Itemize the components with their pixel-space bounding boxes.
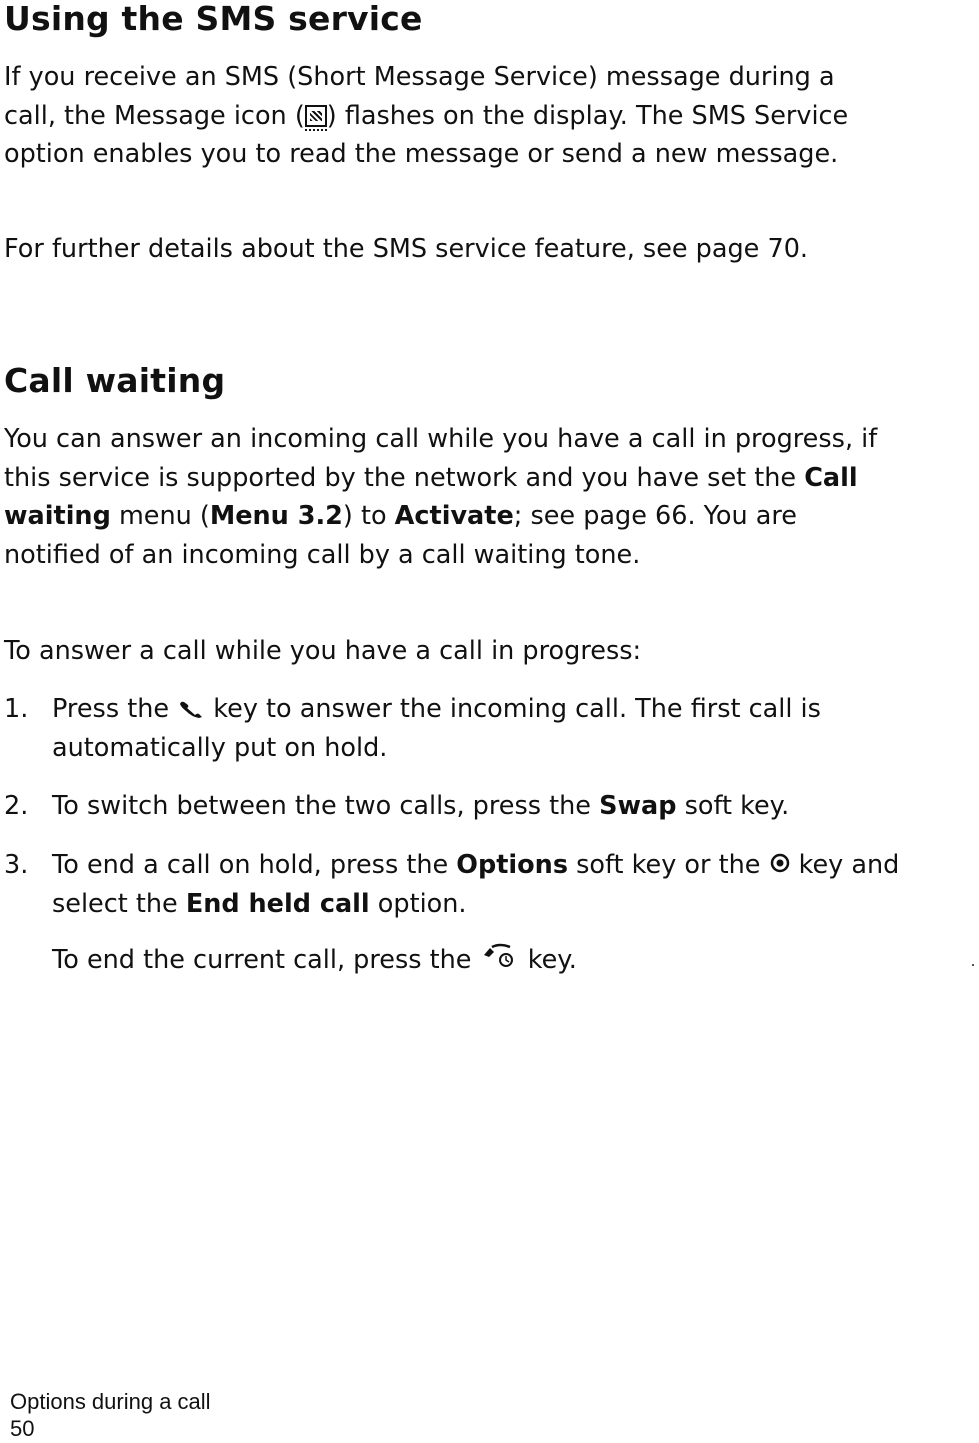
step-number: 3. [4, 850, 29, 880]
note-text-b: key. [519, 945, 577, 975]
list-item-step-1 [4, 690, 904, 768]
sms-p1-text-b: ) flashes on the display. The SMS Service option enables you to read the message or send a new message. [4, 100, 849, 169]
step-2-text-a: To switch between the two calls, press the [52, 791, 600, 821]
note-text-a: To end the current call, press the [52, 945, 480, 975]
cw-p1-bold-menu: Menu 3.2 [209, 501, 343, 531]
step-3-bold-options: Options [456, 850, 569, 880]
step-3-text-d: option. [369, 889, 467, 920]
cw-p1-text-d: ) to [342, 501, 395, 531]
footer-section-label: Options during a call [10, 1389, 211, 1414]
step-1-text-a: Press the [52, 694, 178, 724]
cw-p1-text-e: ; see page 66. You are notified of an incoming call by a call waiting tone. [4, 501, 797, 570]
call-waiting-paragraph-2: To answer a call while you have a call in progress: [4, 636, 642, 666]
note-text [52, 941, 904, 980]
sms-p1-text-a: If you receive an SMS (Short Message Service) message during a call, the Message icon ( [4, 62, 835, 131]
step-number: 2. [4, 791, 29, 821]
list-item-step-2 [4, 787, 904, 826]
cw-p1-text-c: menu ( [110, 501, 210, 531]
step-2-text-b: soft key. [676, 791, 790, 821]
step-number: 1. [4, 694, 29, 724]
end-key-icon [480, 942, 520, 981]
step-1-text-b: key to answer the incoming call. The first call is automatically put on hold. [52, 694, 821, 764]
step-3-note [4, 941, 904, 980]
page-footer [10, 1388, 211, 1442]
sms-paragraph-1 [4, 58, 884, 174]
cw-p1-bold-call-waiting: Call waiting [4, 462, 858, 531]
step-3-text-c: key and select the [52, 850, 900, 920]
page-number: 50 [10, 1416, 35, 1441]
cw-p1-bold-activate: Activate [394, 501, 514, 531]
list-item-step-3 [4, 846, 904, 924]
step-text [52, 690, 904, 768]
section-title-sms: Using the SMS service [4, 0, 423, 38]
step-text [52, 846, 904, 924]
sms-paragraph-2: For further details about the SMS service feature, see page 70. [4, 234, 809, 264]
step-3-text-a: To end a call on hold, press the [52, 850, 457, 880]
message-icon [305, 105, 327, 127]
step-text [52, 787, 904, 826]
section-title-call-waiting: Call waiting [4, 361, 226, 400]
step-2-bold-swap: Swap [599, 791, 677, 821]
call-waiting-paragraph-1 [4, 420, 884, 574]
step-3-text-b: soft key or the [568, 850, 769, 880]
menu-key-icon [769, 847, 791, 886]
send-key-icon [177, 691, 205, 730]
cw-p1-text-a: You can answer an incoming call while you have a call in progress, if this service is supported by the network and you have set the [4, 424, 878, 493]
step-3-bold-end-held-call: End held call [185, 889, 370, 920]
stray-dot [972, 964, 974, 966]
